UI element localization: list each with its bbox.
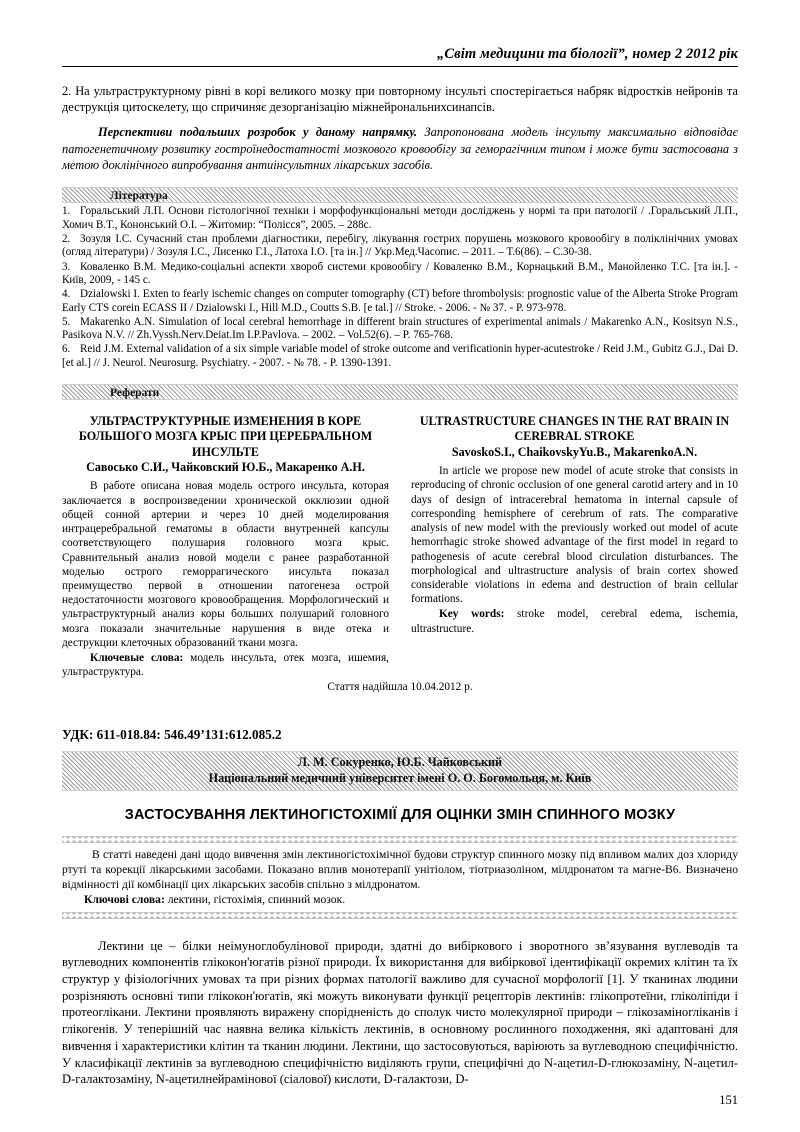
perspectives-text: Запропонована модель інсульту максимально відповідає патогенетичному розвитку гостроїнедостатності мозкового кровообігу за геморагічним типом і може бути застосована з метою доклінічного випробування антиінсультних лікарських засобів.: [62, 125, 738, 172]
reference-list: [62, 205, 738, 370]
article-two-authors-bar: [62, 751, 738, 791]
article-two-body: [62, 938, 738, 1089]
udk-code: УДК: 611-018.84: 546.49’131:612.085.2: [62, 727, 282, 743]
abstract-title-ru: УЛЬТРАСТРУКТУРНЫЕ ИЗМЕНЕНИЯ В КОРЕ БОЛЬШОГО МОЗГА КРЫС ПРИ ЦЕРЕБРАЛЬНОМ ИНСУЛЬТЕ: [78, 414, 373, 459]
abstract-title-en: ULTRASTRUCTURE CHANGES IN THE RAT BRAIN IN CEREBRAL STROKE: [419, 414, 730, 444]
reference-item: [62, 205, 738, 232]
reference-text: Dzialowski I. Exten to fearly ischemic changes on computer tomography (CT) before thrombolysis: prognostic value of the Alberta Stroke Program Early CTS corein ECASS II / Dzialowski I., Hill M.D., Coutts S.B. [e tal.] // Stroke. - 2006. - № 37. - P. 973-978.: [62, 288, 738, 314]
keywords-text-en: stroke model, cerebral edema, ischemia, ultrastructure.: [411, 608, 738, 635]
reference-text: Зозуля І.С. Сучасний стан проблеми діагностики, перебігу, лікування гострих порушень мозкового кровообігу в поліклінічних умовах (огляд літератури) / Зозуля І.С., Лисенко Г.І., Латоха І.О. [та ін.] // Укр.Мед.Часопис. – 2011. – Т.6(86). – С.30-38.: [62, 232, 738, 259]
perspectives-label: Перспективи подальших розробок у даному напрямку.: [98, 125, 418, 140]
article-two-abstract-block: [62, 843, 738, 911]
reference-number: 1.: [62, 205, 71, 218]
reference-number: 2.: [62, 232, 71, 245]
abstract-column-en: [411, 414, 738, 679]
reference-item: [62, 233, 738, 260]
article-two-abstract: В статті наведені дані щодо вивчення змін лектиногістохімічної будови структур спинного мозку під впливом малих доз хлориду ртуті та корекції лікарськими засобами. Показано вплив монотерапії унітіолом, тіотриазоліном, мілдронатом та магне-В6. Визначено відмінності дії комбінації цих лікарських засобів спільно з мілдронатом.: [62, 848, 738, 891]
abstract-body-ru: В работе описана новая модель острого инсульта, которая заключается в воспроизведении хронической окклюзии одной общей сонной артерии и через 10 дней моделирования интрацеребральной гематомы в области внутренней капсулы соответствующего полушария головного мозга крыс. Сравнительный анализ новой модели с ранее разработанной моделью острого геморрагического инсульта показал преимущество первой в отношении патогенеза острой недостаточности мозгового кровообращения. Морфологический и ультраструктурный анализ коры больших полушарий головного мозга показали значительные нарушения в виде отека и деструкции клеточных образований ткани мозга.: [62, 480, 389, 649]
article-two-body-paragraph: Лектини це – білки неімуноглобулінової природи, здатні до вибіркового і зворотного зв’язування вуглеводів та вуглеводних компонентів глікокон'югатів різної природи. Їх використання для вибіркової ідентифікації окремих клітин та їх структур у фізіологічних умовах та при різних формах патології важливо для сучасної морфології [1]. У тканинах людини розрізняють основні типи глікокон'югатів, які можуть виконувати функції рецепторів лектинів: глікопротеїни, гліколіпіди і протеоглікани. Лектини проявляють виражену спорідненість до сполук чисто молекулярної природи – глікозаміногліканів і глікогенів. У теперішній час наявна велика кількість лектинів, в основному рослинного походження, які адаптовані для вивчення і характеристики клітин та тканин людини. Лектини, що застосовуються, варіюють за вуглеводною специфічністю. У класифікації лектинів за вуглеводною специфічністю виділяють групи, специфічні до N-ацетил-D-глюкозаміну, N-ацетил-D-галактозаміну, N-ацетилнейрамінової (сіалової) кислоти, D-галактози, D-: [62, 938, 738, 1087]
abstract-column-ru: [62, 414, 389, 679]
article-two-keywords-text: лектини, гістохімія, спинний мозок.: [164, 892, 346, 906]
reference-text: Горальський Л.П. Основи гістологічної техніки і морфофункціональні методи досліджень у нормі та при патології / .Горальський Л.П., Хомич В.Т., Кононський О.І. – Житомир: “Полісся”, 2005. – 288с.: [62, 205, 738, 231]
zigzag-rule-bottom: [62, 912, 738, 919]
header-rule: [62, 66, 738, 67]
reference-number: 3.: [62, 260, 71, 273]
keywords-label-en: Key words:: [439, 608, 505, 621]
section-bar-literature: Література: [62, 187, 738, 203]
conclusion-item-2: 2. На ультраструктурному рівні в корі великого мозку при повторному інсульті спостерігається набряк відростків нейронів та деструкція цитоскелету, що спричиняє дезорганізацію міжнейрональнихсинапсів.: [62, 84, 738, 115]
article-two-authors: Л. М. Сокуренко, Ю.Б. Чайковський: [297, 755, 503, 770]
reference-number: 4.: [62, 288, 71, 301]
reference-number: 6.: [62, 343, 71, 356]
abstracts-columns: [62, 414, 738, 679]
reference-number: 5.: [62, 315, 71, 328]
abstract-keywords-en: [411, 607, 738, 635]
abstract-authors-en: SavoskoS.I., ChaikovskyYu.B., MakarenkoA.N.: [451, 444, 698, 459]
abstract-authors-ru: Савосько С.И., Чайковский Ю.Б., Макаренко А.Н.: [86, 459, 365, 474]
reference-text: Reid J.M. External validation of a six simple variable model of stroke outcome and verificationin hyper-acutestroke / Reid J.M., Gubitz G.J., Dai D. [et al.] // J. Neurol. Neurosurg. Psychiatry. - 2007. - № 78. - P. 1390-1391.: [62, 343, 738, 369]
reference-item: [62, 261, 738, 288]
reference-item: [62, 288, 738, 315]
keywords-label-ru: Ключевые слова:: [90, 652, 184, 665]
reference-text: Коваленко В.М. Медико-соціальні аспекти хвороб системи кровообігу / Коваленко В.М., Корнацький В.М., Манойленко Т.С. [та ін.]. - Київ, 2009, - 145 с.: [62, 260, 738, 287]
running-head: „Світ медицини та біології”, номер 2 2012 рік: [437, 46, 738, 62]
page-number: 151: [719, 1093, 738, 1107]
keywords-text-ru: модель инсульта, отек мозга, ишемия, ультраструктура.: [62, 652, 390, 679]
zigzag-rule-top: [62, 836, 738, 843]
reference-item: [62, 316, 738, 343]
article-two-keywords-label: Ключові слова:: [84, 892, 165, 906]
submission-date: Стаття надійшла 10.04.2012 р.: [327, 681, 473, 694]
perspectives-paragraph: [62, 124, 738, 173]
article-two-affiliation: Національний медичний університет імені О. О. Богомольця, м. Київ: [208, 770, 592, 785]
abstract-keywords-ru: [62, 651, 389, 679]
reference-text: Makarenko A.N. Simulation of local cerebral hemorrhage in different brain structures of experimental animals / Makarenko A.N., Kositsyn N.S., Pasikova N.V. // Zh.Vyssh.Nerv.Deiat.Im I.P.Pavlova. – 2002. – Vol.52(6). – P. 765-768.: [62, 315, 738, 342]
article-two-keywords: [62, 893, 738, 908]
article-two-title: ЗАСТОСУВАННЯ ЛЕКТИНОГІСТОХІМІЇ ДЛЯ ОЦІНКИ ЗМІН СПИННОГО МОЗКУ: [124, 807, 676, 824]
reference-item: [62, 343, 738, 370]
abstract-body-en: In article we propose new model of acute stroke that consists in reproducing of chronic occlusion of one general carotid artery and in 10 days of design of intracerebral hematoma in internal capsule of corresponding hemisphere of cerebrum of rats. The comparative analysis of new model with the previously worked out model of acute hemorrhagic stroke showed advantage of the first model in regard to pathogenesis of acute cerebral blood circulation disturbances. The morphological and ultrastructure analysis of brain cortex showed considerable violations in edema and destruction of brain cellular formations.: [411, 465, 738, 606]
section-bar-abstracts: Реферати: [62, 384, 738, 400]
